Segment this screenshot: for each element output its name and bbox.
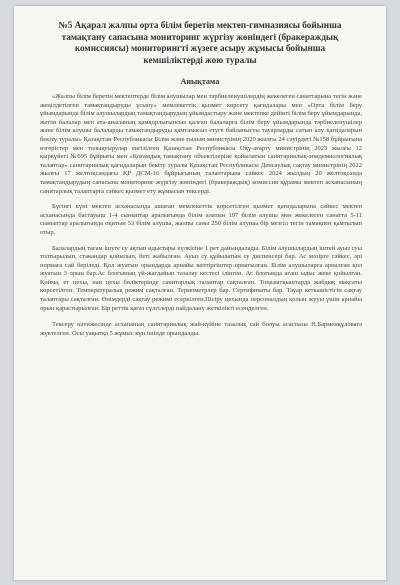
document-page <box>14 6 386 580</box>
document-title: №5 Ақарал жалпы орта білім беретін мектеп-гимназиясы бойынша тамақтану сапасына мониторинг жүргізу жөніндегі (бракераждық комиссиясы) мониторингті жүзеге асыру жұмысы бойынша кемшіліктерді жою туралы <box>58 20 342 65</box>
paragraph-2: Бүгінгі күні мектеп асханасында ашаған мемлекеттік көрсетілген қызмет қағидаларына сәйкес мектеп асханасында бастауыш 1-4 сыныптар аралығында білім алатын 197 білім алушы мен жекелеген санатта 5-11 сыныптар аралығында оқитын 53 білім алушы, жалпы саны 250 білім алушы бір мезгіл тегін тамақпен қамтылып отыр. <box>40 203 362 236</box>
paragraph-1: «Жалпы білім беретін мектептерде білім алушылар мен тәрбиеленушілердің жекелеген санаттарына тегін және жеңілдетілген тамақтандыруды ұсыну» мемлекеттік қызмет көрсету қағидалары мен «Орта білім беру ұйымдарында білім алушылардың тамақтандырудың ұйымдастыру және мектепке дейінгі білім беру ұйымдарында, жетім балалар мен ата-анасының қамқорлығынсыз қалған балаларға білім беру ұйымдарында тәрбиеленушілер және білім алушы балаларды тамақтандыруды қамтамасыз етуге байланысты тауарларды сатып алу қағидаларын бекіту туралы» Қазақстан Республикасы Білім және ғылым министрінің 2020 жылғы 24 сәуірдегі №158 бұйрығына өзгерістер мен толықтырулар енгізілген Қазақстан Республикасы Оқу-ағарту министрінің 2023 жылғы 12 қыркүйегі №695 бұйрығы мен «Қоғамдық тамақтану объектілеріне қойылатын санитариялық-эпидемиологиялық талаптар» санитариялық қағидаларын бекіту туралы Қазақстан Республикасы Денсаулық сақтау министрінің 2022 жылғы 17 желтоқсандағы ҚР ДСМ-16 бұйрығының талаптарына сәйкес 2024 жылдың 20 желтоқсанда тамақтандырудың сапасына мониторинг жүргізу жөніндегі (бракераждық) комиссия құрамы мектеп асханасының санитарлық талаптарға сәйкес қызмет ету жұмысын тексерді. <box>40 93 362 195</box>
paragraph-4: Тексеру нәтижесінде асхананың санитариялық жай-күйіне тазалық сай болуы асаспазы Н.Барменқұловаға жүктелген. Осы уақытқа 5 жұмыс күн ішінде орындалды. <box>40 321 362 337</box>
document-heading: Анықтама <box>180 77 220 86</box>
document-body <box>40 93 362 338</box>
paragraph-3: Балалардың тағам ішуге су ақтып идыстары күлкісіне 1 рет дайындалады. Білім алушылардың іштей ауыз суы толтырылып, стакандар қойылып, бетi жабылған. Ауыз су құйылатын су диспенсері бар. Ас мәзірге сәйкес, әрі нормаға сай беріледі. Қол жуатын орындарда арнайы кептіргіштер орнатылған. Білім алушыларға арналған қол жуатын 3 орын бар.Ас блогының үй-жағдайын тазалау кестесі ілінген. Ас блогында ағаш ыдыс жеке қойылған. Қойма, ет цехы, нан цехы бөліктерінде санитарлық талаптар сақталған. Тоңазытқыштарда жабдық мақсаты көрсетілген. Температуралық режим сақталған. Термометрлер бар. Сертификаты бар. Тауар кеткашістігін сақтау талаптары сақталған. Өнімдерді сақтау режимі есеркілген.Пісіру цехында персоналдың қолын жууы үшін арнайы орын қарастырылған. Бір реттік қағаз сүлгілерді пайдалану жеткілікті есеңделген. <box>40 244 362 312</box>
